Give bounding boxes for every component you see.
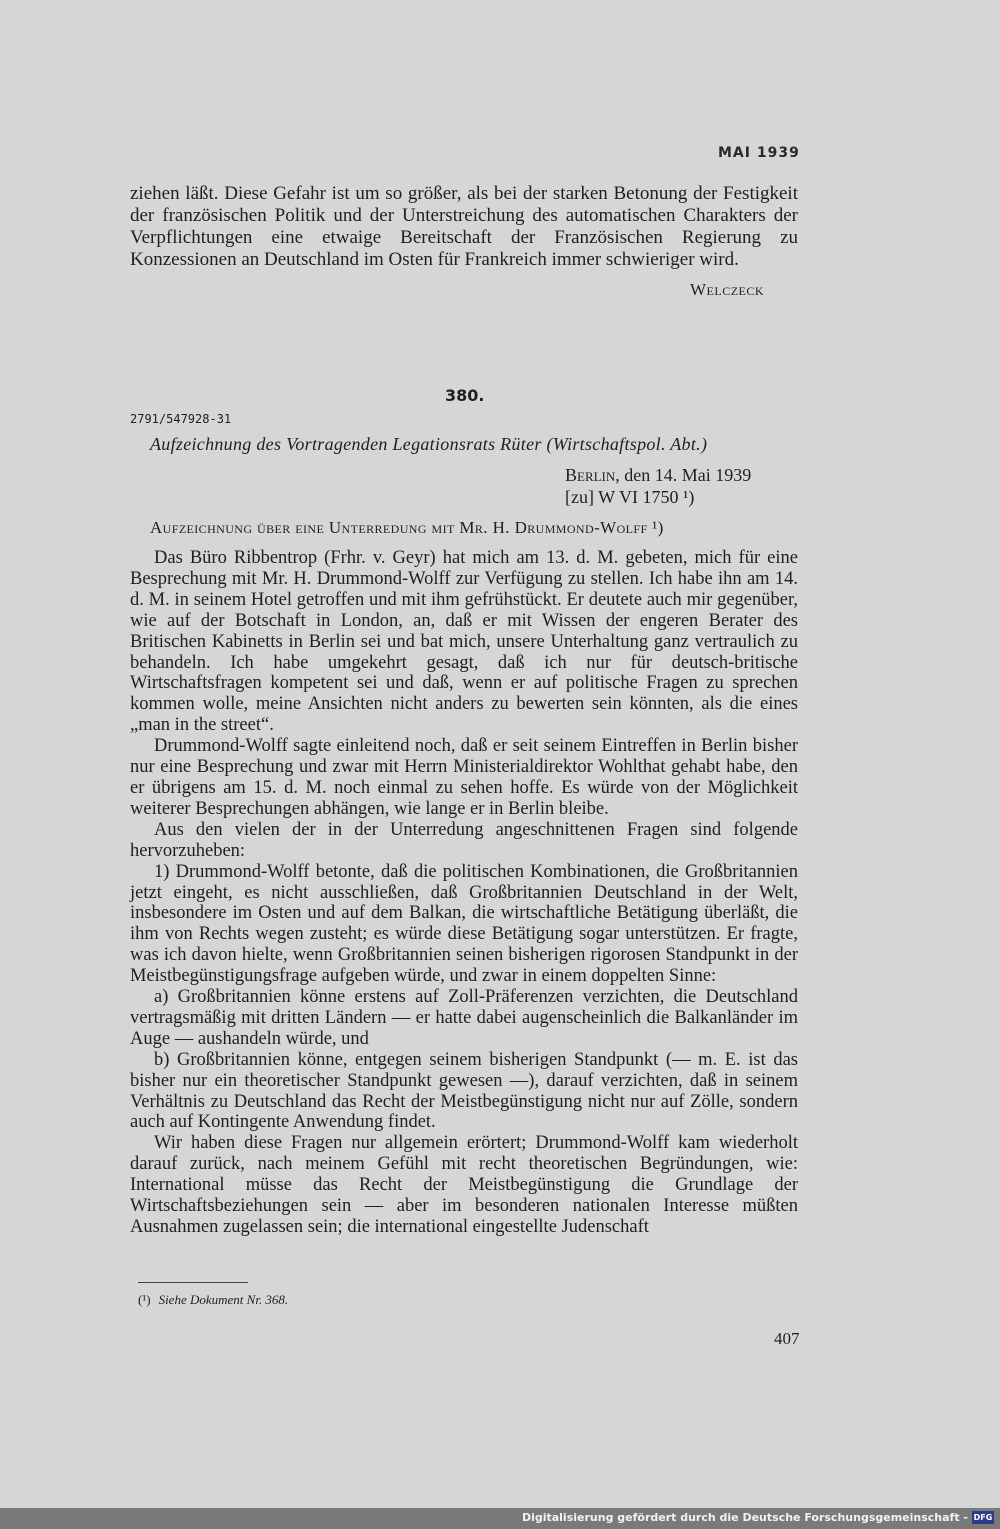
running-head: MAI 1939: [718, 145, 800, 161]
memo-title: Aufzeichnung über eine Unterredung mit Mr. H. Drummond-Wolff ¹): [150, 518, 664, 537]
place: Berlin,: [565, 465, 620, 485]
paragraph: Das Büro Ribbentrop (Frhr. v. Geyr) hat mich am 13. d. M. gebeten, mich für eine Besprechung mit Mr. H. Drummond-Wolff zur Verfügung zu stellen. Ich habe ihn am 14. d. M. in seinem Hotel getroffen und mit ihm gefrühstückt. Er deutete auch mir gegenüber, wie auf der Botschaft in London, an, daß er mit Wissen der engeren Berater des Britischen Kabinetts in Berlin sei und bat mich, unsere Unterhaltung ganz vertraulich zu behandeln. Ich habe umgekehrt gesagt, daß ich nur für deutsch-britische Wirtschaftsfragen kompetent sei und daß, wenn er auf politische Fragen zu sprechen kommen wolle, meine Ansichten nicht anders zu bewerten sein könnten, als die eines „man in the street“.: [130, 548, 798, 736]
paragraph: Drummond-Wolff sagte einleitend noch, daß er seit seinem Eintreffen in Berlin bisher nur eine Besprechung und zwar mit Herrn Ministerialdirektor Wohlthat gehabt habe, den er übrigens am 15. d. M. noch einmal zu sehen hoffe. Es würde von der Möglichkeit weiterer Besprechungen abhängen, wie lange er in Berlin bleibe.: [130, 736, 798, 819]
paragraph: a) Großbritannien könne erstens auf Zoll-Präferenzen verzichten, die Deutschland vertragsmäßig mit dritten Ländern — er hatte dabei augenscheinlich die Balkanländer im Auge — aushandeln würde, und: [130, 987, 798, 1049]
memo-body: [130, 548, 798, 1238]
dfg-logo: DFG: [973, 1513, 993, 1522]
paragraph: Aus den vielen der in der Unterredung angeschnittenen Fragen sind folgende hervorzuheben:: [130, 819, 798, 861]
document-title: Aufzeichnung des Vortragenden Legationsrats Rüter (Wirtschaftspol. Abt.): [150, 434, 708, 454]
paragraph: Wir haben diese Fragen nur allgemein erörtert; Drummond-Wolff kam wiederholt darauf zurück, nach meinem Gefühl mit recht theoretischen Begründungen, wie: International müsse das Recht der Meistbegünstigung die Grundlage der Wirtschaftsbeziehungen sein — aber im besonderen nationalen Interesse müßten Ausnahmen zugelassen sein; die international eingestellte Judenschaft: [130, 1133, 798, 1237]
paragraph: b) Großbritannien könne, entgegen seinem bisherigen Standpunkt (— m. E. ist das bisher nur ein theoretischer Standpunkt gewesen —), darauf verzichten, daß in seinem Verhältnis zu Deutschland das Recht der Meistbegünstigung nicht nur auf Zölle, sondern auch auf Kontingente Anwendung findet.: [130, 1049, 798, 1133]
reference: [zu] W VI 1750 ¹): [565, 487, 695, 507]
credit-bar: [0, 1508, 1000, 1529]
paragraph: 1) Drummond-Wolff betonte, daß die politischen Kombinationen, die Großbritannien jetzt eingeht, es nicht ausschließen, daß Großbritannien Deutschland in der Welt, insbesondere im Osten und auf dem Balkan, die wirtschaftliche Betätigung überläßt, die ihm von Rechts wegen zusteht; es würde diese Betätigung sogar unterstützen. Er fragte, was ich davon hielte, wenn Großbritannien seinen bisherigen rigorosen Standpunkt in der Meistbegünstigungsfrage aufgeben würde, und zwar in einem doppelten Sinne:: [130, 861, 798, 987]
date: den 14. Mai 1939: [624, 465, 752, 485]
signature: Welczeck: [690, 280, 765, 299]
footnote-divider: [138, 1282, 248, 1283]
footnote-mark: (¹): [138, 1292, 151, 1307]
document-number: 380.: [445, 386, 485, 405]
credit-text: Digitalisierung gefördert durch die Deutsche Forschungsgemeinschaft -: [521, 1511, 968, 1524]
file-number: 2791/547928-31: [130, 412, 232, 426]
page-number: 407: [774, 1329, 800, 1348]
footnote-text: Siehe Dokument Nr. 368.: [158, 1292, 289, 1307]
intro-paragraph: ziehen läßt. Diese Gefahr ist um so größer, als bei der starken Betonung der Festigkeit der französischen Politik und der Unterstreichung des automatischen Charakters der Verpflichtungen eine etwaige Bereitschaft der Französischen Regierung zu Konzessionen an Deutschland im Osten für Frankreich immer schwieriger wird.: [130, 183, 798, 270]
place-date: [565, 464, 751, 508]
footnote: [138, 1292, 288, 1308]
